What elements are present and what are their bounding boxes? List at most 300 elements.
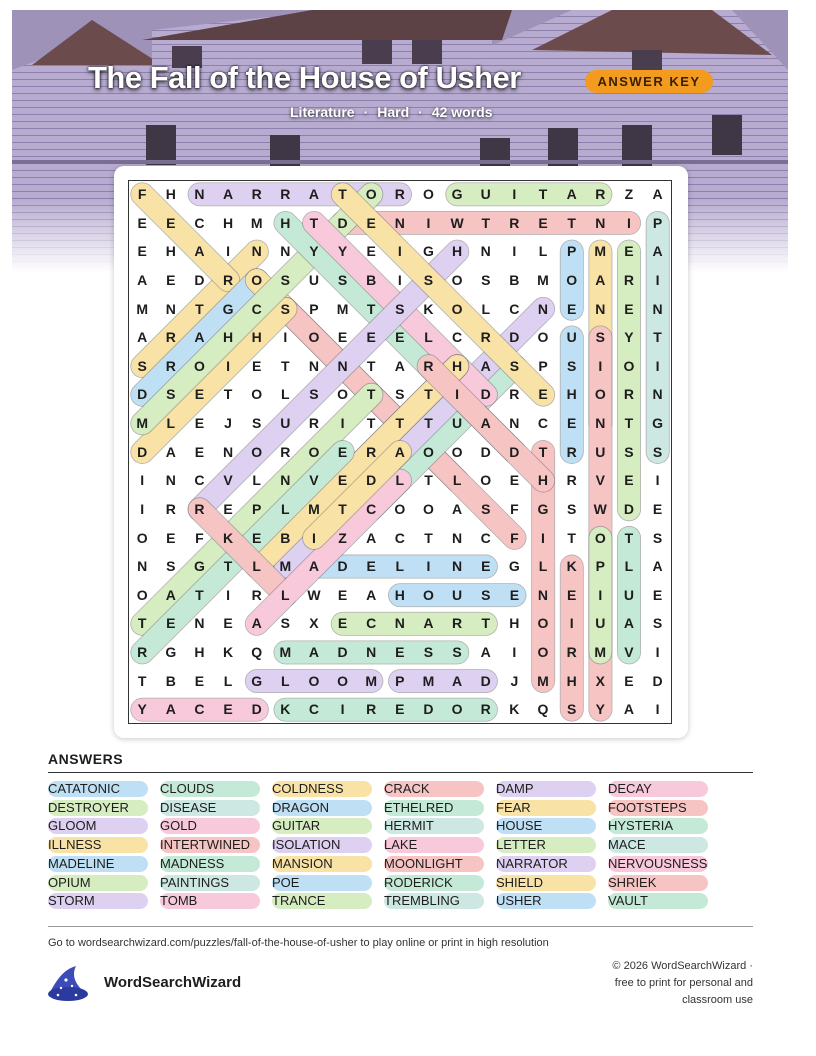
grid-cell: I <box>340 415 345 432</box>
grid-cell: A <box>222 186 234 202</box>
grid-cell: D <box>423 701 434 718</box>
grid-cell: H <box>452 357 463 374</box>
grid-cell: T <box>424 415 433 432</box>
grid-cell: T <box>567 214 576 231</box>
grid-cell: R <box>623 386 634 403</box>
grid-cell: L <box>281 386 290 403</box>
grid-cell: T <box>395 415 405 432</box>
grid-cell: A <box>165 701 176 718</box>
grid-cell: R <box>623 271 634 288</box>
grid-cell: S <box>595 329 605 346</box>
grid-cell: R <box>394 186 405 202</box>
grid-cell: N <box>595 214 606 231</box>
grid-cell: R <box>595 186 606 202</box>
grid-cell: P <box>652 214 663 231</box>
grid-cell: W <box>307 586 321 603</box>
grid-cell: K <box>222 529 234 546</box>
answers-heading: ANSWERS <box>48 751 124 767</box>
grid-cell: S <box>481 586 491 603</box>
grid-cell: M <box>594 644 607 661</box>
grid-cell: G <box>423 243 434 260</box>
grid-cell: A <box>165 586 176 603</box>
grid-cell: W <box>450 214 464 231</box>
grid-cell: E <box>481 558 491 575</box>
grid-cell: T <box>223 386 233 403</box>
grid-cell: S <box>652 443 663 460</box>
answer-word: VAULT <box>608 893 648 909</box>
grid-cell: G <box>165 644 177 661</box>
grid-cell: R <box>222 271 234 288</box>
grid-cell: E <box>194 386 205 403</box>
grid-cell: R <box>423 357 434 374</box>
grid-cell: L <box>281 672 290 689</box>
grid-cell: N <box>652 300 663 317</box>
grid-cell: I <box>226 243 230 260</box>
answer-word: GLOOM <box>48 818 97 834</box>
grid-cell: I <box>626 214 631 231</box>
answer-word: CRACK <box>384 781 430 796</box>
grid-cell: H <box>537 472 549 489</box>
grid-cell: A <box>165 443 176 460</box>
answer-word: LETTER <box>496 837 546 853</box>
grid-cell: I <box>655 357 660 374</box>
answer-word: USHER <box>496 893 542 909</box>
grid-cell: I <box>312 529 316 546</box>
grid-cell: M <box>136 300 148 317</box>
grid-cell: N <box>251 243 262 260</box>
grid-cell: C <box>194 214 205 231</box>
grid-cell: Y <box>137 701 147 718</box>
grid-cell: U <box>480 186 491 202</box>
grid-cell: T <box>424 472 433 489</box>
grid-cell: A <box>194 329 205 346</box>
grid-cell: I <box>426 214 431 231</box>
grid-cell: N <box>509 415 520 432</box>
grid-cell: R <box>480 329 491 346</box>
grid-cell: A <box>623 701 634 718</box>
grid-cell: E <box>252 529 262 546</box>
grid-cell: K <box>423 300 434 317</box>
grid-cell: N <box>652 386 663 403</box>
grid-cell: O <box>566 271 578 288</box>
grid-cell: E <box>194 415 205 432</box>
grid-cell: T <box>195 586 204 603</box>
grid-cell: I <box>598 586 603 603</box>
grid-cell: Z <box>338 529 347 546</box>
grid-cell: N <box>595 300 606 317</box>
answer-word: CATATONIC <box>48 781 120 796</box>
grid-cell: T <box>281 357 290 374</box>
grid-cell: L <box>252 558 261 575</box>
grid-cell: I <box>397 271 402 288</box>
grid-cell: E <box>395 329 405 346</box>
grid-cell: E <box>652 586 663 603</box>
grid-cell: T <box>223 558 233 575</box>
grid-cell: T <box>481 615 491 632</box>
grid-cell: M <box>279 644 292 661</box>
grid-cell: E <box>337 472 348 489</box>
grid-cell: N <box>222 443 234 460</box>
grid-cell: M <box>279 558 292 575</box>
answer-word: ILLNESS <box>48 837 102 853</box>
grid-cell: E <box>624 300 634 317</box>
grid-cell: R <box>251 186 262 202</box>
grid-cell: T <box>538 186 548 202</box>
grid-cell: T <box>481 214 491 231</box>
grid-cell: A <box>366 529 377 546</box>
grid-cell: N <box>480 243 491 260</box>
grid-cell: S <box>309 386 319 403</box>
grid-cell: E <box>509 586 520 603</box>
answer-word: MOONLIGHT <box>384 855 463 871</box>
grid-cell: S <box>481 271 491 288</box>
grid-cell: D <box>480 386 491 403</box>
grid-cell: T <box>137 615 147 632</box>
grid-cell: A <box>452 500 463 517</box>
grid-cell: R <box>566 443 577 460</box>
grid-cell: O <box>251 443 263 460</box>
grid-cell: T <box>137 672 147 689</box>
grid-cell: T <box>338 500 347 517</box>
grid-cell: S <box>395 386 405 403</box>
grid-cell: R <box>366 701 377 718</box>
grid-cell: I <box>512 186 517 202</box>
grid-cell: N <box>280 472 291 489</box>
answer-word: NERVOUSNESS <box>608 855 708 871</box>
grid-cell: R <box>566 644 577 661</box>
answer-word: ETHELRED <box>384 799 454 815</box>
grid-cell: S <box>566 357 577 374</box>
grid-cell: E <box>337 329 348 346</box>
grid-cell: K <box>509 701 520 718</box>
grid-cell: F <box>510 529 519 546</box>
answer-word: OPIUM <box>48 874 91 890</box>
grid-cell: L <box>252 472 261 489</box>
grid-cell: C <box>366 500 377 517</box>
grid-cell: X <box>595 672 605 689</box>
answer-word: RODERICK <box>384 874 453 890</box>
answer-key-badge: ANSWER KEY <box>585 70 713 93</box>
grid-cell: R <box>308 415 319 432</box>
grid-cell: R <box>509 214 520 231</box>
grid-cell: E <box>624 672 634 689</box>
grid-cell: L <box>395 558 405 575</box>
answer-word: MADNESS <box>160 855 225 871</box>
grid-cell: A <box>652 243 663 260</box>
grid-cell: A <box>423 615 434 632</box>
grid-cell: O <box>423 500 434 517</box>
grid-cell: E <box>395 701 405 718</box>
grid-cell: R <box>509 386 520 403</box>
grid-cell: O <box>308 443 320 460</box>
grid-cell: C <box>366 615 377 632</box>
grid-cell: C <box>394 529 405 546</box>
grid-cell: S <box>423 271 434 288</box>
grid-cell: D <box>251 701 262 718</box>
grid-cell: P <box>309 300 319 317</box>
grid-cell: O <box>451 443 463 460</box>
grid-cell: U <box>452 415 463 432</box>
answer-word: HYSTERIA <box>608 818 674 834</box>
grid-cell: D <box>509 443 520 460</box>
grid-cell: R <box>566 472 577 489</box>
grid-cell: T <box>366 300 376 317</box>
grid-cell: G <box>193 558 205 575</box>
grid-cell: D <box>623 500 634 517</box>
grid-cell: A <box>394 443 405 460</box>
answer-word: TOMB <box>160 893 198 909</box>
grid-cell: O <box>480 472 492 489</box>
grid-cell: C <box>480 529 491 546</box>
grid-cell: N <box>165 300 176 317</box>
answer-word: DECAY <box>608 781 652 796</box>
grid-cell: O <box>308 672 320 689</box>
grid-cell: M <box>250 214 263 231</box>
grid-cell: N <box>280 243 291 260</box>
grid-cell: U <box>280 415 291 432</box>
grid-cell: H <box>509 615 520 632</box>
grid-cell: D <box>194 271 205 288</box>
grid-cell: E <box>566 300 577 317</box>
grid-cell: U <box>595 615 606 632</box>
grid-cell: E <box>137 214 147 231</box>
grid-cell: S <box>137 357 147 374</box>
grid-cell: O <box>394 500 406 517</box>
grid-cell: N <box>537 586 549 603</box>
answer-word: NARRATOR <box>496 855 568 871</box>
answer-word: DESTROYER <box>48 799 129 815</box>
grid-cell: A <box>480 357 491 374</box>
grid-cell: A <box>480 644 491 661</box>
copyright-line: free to print for personal and <box>614 977 753 989</box>
grid-cell: D <box>137 443 148 460</box>
grid-cell: S <box>252 415 262 432</box>
grid-cell: S <box>423 644 434 661</box>
grid-cell: I <box>283 329 288 346</box>
grid-cell: A <box>595 271 606 288</box>
separator-dot: · <box>363 104 369 120</box>
grid-cell: U <box>452 586 463 603</box>
grid-cell: B <box>366 271 377 288</box>
grid-cell: O <box>623 357 635 374</box>
grid-cell: M <box>537 271 549 288</box>
grid-cell: H <box>165 243 176 260</box>
grid-cell: C <box>194 701 205 718</box>
grid-cell: F <box>195 529 204 546</box>
grid-cell: P <box>595 558 605 575</box>
grid-cell: P <box>252 500 262 517</box>
answer-word: TREMBLING <box>384 893 460 909</box>
grid-cell: E <box>337 586 348 603</box>
grid-cell: E <box>166 271 176 288</box>
divider <box>48 926 753 927</box>
separator-dot: · <box>418 104 423 120</box>
grid-cell: W <box>593 500 607 517</box>
grid-cell: A <box>251 615 262 632</box>
grid-cell: H <box>222 329 234 346</box>
grid-cell: O <box>423 443 434 460</box>
grid-cell: L <box>538 558 548 575</box>
grid-cell: I <box>455 386 460 403</box>
grid-cell: I <box>655 644 660 661</box>
grid-cell: I <box>226 357 230 374</box>
grid-cell: A <box>623 615 634 632</box>
grid-cell: T <box>653 329 662 346</box>
word-count-label: 42 words <box>431 104 493 120</box>
grid-cell: A <box>308 186 319 202</box>
grid-cell: A <box>652 186 663 202</box>
grid-cell: E <box>538 214 548 231</box>
grid-cell: E <box>166 214 176 231</box>
grid-cell: I <box>655 701 660 718</box>
grid-cell: A <box>394 357 405 374</box>
grid-cell: E <box>252 357 262 374</box>
grid-cell: C <box>194 472 205 489</box>
answer-word: POE <box>272 874 300 890</box>
answer-word: INTERTWINED <box>160 837 251 853</box>
grid-cell: E <box>166 615 176 632</box>
grid-cell: Y <box>595 701 605 718</box>
grid-cell: G <box>451 186 463 202</box>
grid-cell: Y <box>309 243 319 260</box>
divider <box>48 772 753 773</box>
answer-word: GUITAR <box>272 818 321 834</box>
grid-cell: D <box>337 558 348 575</box>
grid-cell: R <box>165 329 176 346</box>
grid-cell: F <box>510 500 519 517</box>
grid-cell: T <box>366 386 376 403</box>
grid-cell: T <box>424 386 433 403</box>
grid-cell: L <box>281 586 290 603</box>
grid-cell: L <box>538 243 548 260</box>
grid-cell: O <box>251 271 263 288</box>
grid-cell: A <box>452 672 463 689</box>
grid-cell: E <box>509 472 520 489</box>
grid-cell: O <box>451 271 463 288</box>
grid-cell: R <box>366 443 377 460</box>
grid-cell: E <box>166 529 176 546</box>
grid-cell: K <box>280 701 291 718</box>
letter-grid <box>128 180 672 724</box>
grid-cell: F <box>137 186 147 202</box>
grid-cell: A <box>366 586 377 603</box>
grid-cell: H <box>566 386 577 403</box>
grid-cell: J <box>510 672 519 689</box>
grid-cell: E <box>194 672 205 689</box>
grid-cell: C <box>308 701 319 718</box>
grid-cell: S <box>280 615 290 632</box>
grid-cell: R <box>194 500 205 517</box>
footer-url-text: Go to wordsearchwizard.com/puzzles/fall-of-the-house-of-usher to play online or print in high resolution <box>48 937 549 949</box>
grid-cell: M <box>336 300 349 317</box>
grid-cell: I <box>598 357 603 374</box>
answer-word: HOUSE <box>496 818 543 834</box>
grid-cell: C <box>452 329 463 346</box>
grid-cell: R <box>480 701 491 718</box>
grid-cell: T <box>195 300 204 317</box>
grid-cell: B <box>165 672 176 689</box>
grid-cell: O <box>337 672 349 689</box>
grid-cell: S <box>280 300 290 317</box>
grid-cell: C <box>251 300 262 317</box>
grid-cell: E <box>366 558 376 575</box>
grid-cell: E <box>337 615 348 632</box>
grid-cell: I <box>512 243 517 260</box>
grid-cell: N <box>137 558 148 575</box>
answer-word: HERMIT <box>384 818 434 834</box>
grid-cell: O <box>337 386 349 403</box>
grid-cell: S <box>337 271 348 288</box>
answer-word: MACE <box>608 837 646 853</box>
grid-cell: Q <box>251 644 263 661</box>
grid-cell: N <box>452 529 463 546</box>
grid-cell: P <box>395 672 405 689</box>
grid-cell: Q <box>537 701 549 718</box>
grid-cell: T <box>538 443 548 460</box>
copyright-line: © 2026 WordSearchWizard · <box>612 960 753 972</box>
grid-cell: A <box>308 558 319 575</box>
grid-cell: E <box>223 701 233 718</box>
grid-cell: S <box>624 443 634 460</box>
grid-cell: D <box>509 329 520 346</box>
brand-name: WordSearchWizard <box>104 974 242 991</box>
grid-cell: T <box>366 415 376 432</box>
grid-cell: E <box>223 615 233 632</box>
grid-cell: H <box>280 214 291 231</box>
grid-cell: U <box>308 271 319 288</box>
grid-cell: N <box>165 472 176 489</box>
grid-cell: E <box>366 329 376 346</box>
grid-cell: O <box>594 386 606 403</box>
answer-word: STORM <box>48 893 95 909</box>
grid-cell: T <box>309 214 319 231</box>
grid-cell: S <box>166 558 176 575</box>
grid-cell: E <box>137 243 147 260</box>
grid-cell: C <box>537 415 549 432</box>
grid-cell: E <box>194 443 205 460</box>
grid-cell: V <box>624 644 634 661</box>
wizard-hat-icon <box>46 962 94 1004</box>
grid-cell: E <box>652 500 663 517</box>
grid-cell: V <box>223 472 233 489</box>
answer-word: SHIELD <box>496 874 543 890</box>
grid-cell: R <box>280 186 291 202</box>
grid-cell: G <box>537 500 549 517</box>
answer-word: TRANCE <box>272 893 326 909</box>
grid-cell: O <box>451 300 463 317</box>
grid-cell: T <box>624 529 634 546</box>
grid-cell: K <box>566 558 577 575</box>
grid-cell: V <box>309 472 319 489</box>
grid-cell: U <box>566 329 577 346</box>
grid-cell: E <box>395 644 405 661</box>
grid-cell: E <box>566 415 577 432</box>
grid-cell: I <box>569 615 574 632</box>
grid-cell: H <box>222 214 234 231</box>
answer-word: FEAR <box>496 799 531 815</box>
grid-cell: A <box>566 186 577 202</box>
grid-cell: E <box>337 443 348 460</box>
grid-cell: Z <box>624 186 634 202</box>
puzzle-meta <box>290 104 493 120</box>
grid-cell: H <box>452 243 463 260</box>
grid-cell: V <box>595 472 605 489</box>
grid-cell: O <box>136 586 148 603</box>
grid-cell: G <box>222 300 234 317</box>
grid-cell: R <box>165 500 176 517</box>
grid-cell: S <box>395 300 405 317</box>
grid-cell: U <box>623 586 634 603</box>
